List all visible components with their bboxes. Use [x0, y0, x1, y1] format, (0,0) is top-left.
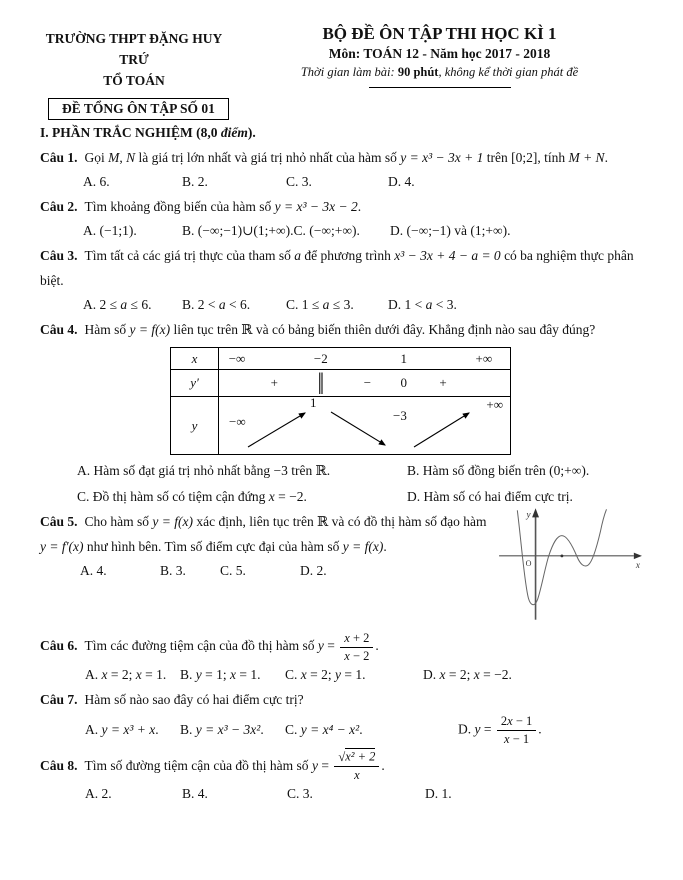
derivative-graph — [493, 506, 645, 626]
bbt-x-value: +∞ — [475, 350, 493, 366]
question-1-label: Câu 1. — [40, 149, 78, 165]
department-name: TỔ TOÁN — [103, 72, 165, 88]
question-7-option-b: B. y = x³ − 3x². — [180, 722, 264, 738]
x-axis-label: x — [635, 559, 640, 570]
question-3-option-a: A. 2 ≤ a ≤ 6. — [83, 297, 152, 313]
question-3-option-b: B. 2 < a < 6. — [182, 297, 251, 313]
section-heading — [40, 124, 645, 143]
question-1-option-d: D. 4. — [388, 173, 415, 189]
question-6-stem — [40, 631, 645, 664]
school-block — [34, 24, 234, 92]
question-6-options — [85, 665, 645, 685]
document-header — [40, 24, 645, 92]
question-8-stem — [40, 750, 645, 783]
bbt-x-value: −∞ — [228, 350, 246, 366]
question-4-option-d: D. Hàm số có hai điểm cực trị. — [407, 488, 573, 504]
question-2-option-bc — [182, 221, 390, 241]
bbt-arrows — [219, 397, 510, 454]
question-2-option-a: A. (−1;1). — [83, 222, 137, 238]
time-duration: 90 phút — [397, 65, 439, 79]
section-points: (8,0 — [192, 124, 221, 140]
subject-line: Môn: TOÁN 12 - Năm học 2017 - 2018 — [328, 46, 551, 61]
arrow-up-icon — [414, 413, 469, 447]
question-8 — [40, 750, 645, 804]
question-5-option-c: C. 5. — [220, 562, 246, 578]
bbt-y-values — [219, 397, 510, 454]
exam-number-box: ĐỀ TỔNG ÔN TẬP SỐ 01 — [48, 98, 229, 120]
question-7-option-c: C. y = x⁴ − x². — [285, 722, 363, 738]
question-8-text: Tìm số đường tiệm cận của đồ thị hàm số y = $\frac{\text{√x² + 2}}{x}$ . — [84, 749, 385, 782]
question-3-options — [83, 295, 645, 315]
question-4 — [40, 318, 645, 506]
bbt-y-row — [171, 396, 510, 454]
question-2-stem — [40, 195, 645, 220]
bbt-yprime-signs — [219, 370, 510, 396]
question-5-option-a: A. 4. — [80, 562, 107, 578]
bbt-sign: − — [363, 375, 372, 391]
x-axis-arrow-icon — [634, 552, 642, 558]
question-1-option-a: A. 6. — [83, 173, 110, 189]
question-7-text: Hàm số nào sao đây có hai điểm cực trị? — [84, 692, 304, 707]
question-3-option-d: D. 1 < a < 3. — [388, 297, 457, 313]
section-points-unit: điểm — [220, 124, 248, 140]
question-2-option-b: B. (−∞;−1)∪(1;+∞). — [182, 222, 294, 238]
question-6-text: Tìm các đường tiệm cận của đồ thị hàm số y = $\frac{x + 2}{x - 2}$ . — [84, 630, 379, 663]
question-3-option-c: C. 1 ≤ a ≤ 3. — [286, 297, 354, 313]
bbt-y-header: y — [171, 397, 219, 454]
question-2 — [40, 195, 645, 241]
question-3 — [40, 244, 645, 315]
variation-table — [170, 347, 511, 455]
question-8-option-d: D. 1. — [425, 785, 452, 801]
question-6 — [40, 631, 645, 685]
bbt-x-header: x — [171, 348, 219, 369]
bbt-sign: 0 — [400, 375, 408, 391]
question-1-options — [83, 172, 645, 192]
arrow-down-icon — [331, 412, 385, 445]
question-1-text: Gọi M, N là giá trị lớn nhất và giá trị nhỏ nhất của hàm số y = x³ − 3x + 1 trên [0;2], tính M + N. — [84, 149, 608, 165]
question-2-option-c: C. (−∞;+∞). — [293, 222, 360, 238]
question-4-label: Câu 4. — [40, 322, 78, 338]
bbt-y-peak: 1 — [310, 395, 317, 411]
question-2-options — [83, 221, 645, 241]
question-2-text: Tìm khoảng đồng biến của hàm số y = x³ − 3x − 2. — [84, 198, 362, 214]
question-7-option-d: D. y = $\frac{2x - 1}{x - 1}$ . — [458, 713, 542, 746]
question-4-options — [77, 461, 645, 507]
axis-point-marker — [560, 554, 563, 557]
question-8-label: Câu 8. — [40, 757, 78, 773]
time-prefix: Thời gian làm bài: — [300, 65, 398, 79]
school-name: TRƯỜNG THPT ĐẶNG HUY TRỨ — [45, 31, 223, 67]
y-axis-arrow-icon — [532, 508, 539, 517]
bbt-x-value: 1 — [400, 350, 408, 366]
question-2-option-d: D. (−∞;−1) và (1;+∞). — [390, 222, 511, 238]
question-3-stem — [40, 244, 645, 294]
bbt-x-values — [219, 348, 510, 369]
question-7-stem — [40, 688, 645, 713]
question-8-options — [85, 784, 645, 804]
exam-title: BỘ ĐỀ ÔN TẬP THI HỌC KÌ 1 — [322, 24, 557, 43]
question-6-option-c: C. x = 2; y = 1. — [285, 666, 366, 682]
exam-title-block — [234, 24, 645, 92]
double-bar: ‖ — [317, 371, 325, 396]
question-4-option-a: A. Hàm số đạt giá trị nhỏ nhất bằng −3 trên ℝ. — [77, 463, 331, 479]
arrow-up-icon — [248, 413, 305, 447]
question-1 — [40, 146, 645, 192]
question-1-stem — [40, 146, 645, 171]
question-5-option-d: D. 2. — [300, 562, 327, 578]
bbt-x-row — [171, 348, 510, 369]
divider-line — [369, 87, 511, 88]
question-5 — [40, 510, 645, 628]
question-3-text: Tìm tất cả các giá trị thực của tham số a để phương trình x³ − 3x + 4 − a = 0 có ba nghiệm thực phân biệt. — [40, 248, 634, 289]
bbt-sign: + — [439, 375, 447, 391]
question-6-option-d: D. x = 2; x = −2. — [423, 666, 512, 682]
question-1-option-b: B. 2. — [182, 173, 208, 189]
question-4-option-c: C. Đồ thị hàm số có tiệm cận đứng x = −2. — [77, 488, 307, 504]
question-7 — [40, 688, 645, 747]
question-6-label: Câu 6. — [40, 638, 78, 654]
question-3-label: Câu 3. — [40, 248, 78, 264]
y-axis-label: y — [526, 509, 531, 520]
question-6-option-a: A. x = 2; x = 1. — [85, 666, 167, 682]
bbt-x-value: −2 — [313, 350, 328, 366]
section-title: I. PHẦN TRẮC NGHIỆM — [40, 124, 193, 140]
origin-label: O — [525, 558, 532, 568]
question-8-option-b: B. 4. — [182, 785, 208, 801]
question-8-option-c: C. 3. — [287, 785, 313, 801]
time-suffix: , không kể thời gian phát đề — [438, 65, 579, 79]
bbt-y-start: −∞ — [229, 414, 246, 430]
question-7-options — [85, 714, 645, 747]
question-7-label: Câu 7. — [40, 692, 78, 707]
bbt-sign: + — [270, 375, 278, 391]
question-4-stem — [40, 318, 645, 343]
bbt-y-end: +∞ — [486, 397, 503, 413]
bbt-y-min: −3 — [393, 408, 407, 424]
question-6-option-b: B. y = 1; x = 1. — [180, 666, 261, 682]
section-points-close: ). — [247, 124, 256, 140]
bbt-yprime-header: y′ — [171, 370, 219, 396]
question-8-option-a: A. 2. — [85, 785, 112, 801]
question-5-stem — [40, 510, 487, 560]
bbt-yprime-row — [171, 369, 510, 396]
question-2-label: Câu 2. — [40, 198, 78, 214]
time-line — [234, 65, 645, 80]
question-5-options — [80, 561, 487, 581]
question-7-option-a: A. y = x³ + x. — [85, 722, 159, 738]
question-5-text: Cho hàm số y = f(x) xác định, liên tục trên ℝ và có đồ thị hàm số đạo hàm y = f′(x) như hình bên. Tìm số điểm cực đại của hàm số y = f(x). — [40, 513, 487, 554]
question-4-option-b: B. Hàm số đồng biến trên (0;+∞). — [407, 463, 590, 479]
question-1-option-c: C. 3. — [286, 173, 312, 189]
question-5-option-b: B. 3. — [160, 562, 186, 578]
question-5-label: Câu 5. — [40, 513, 78, 529]
question-4-text: Hàm số y = f(x) liên tục trên ℝ và có bảng biến thiên dưới đây. Khẳng định nào sau đây đúng? — [84, 322, 596, 338]
